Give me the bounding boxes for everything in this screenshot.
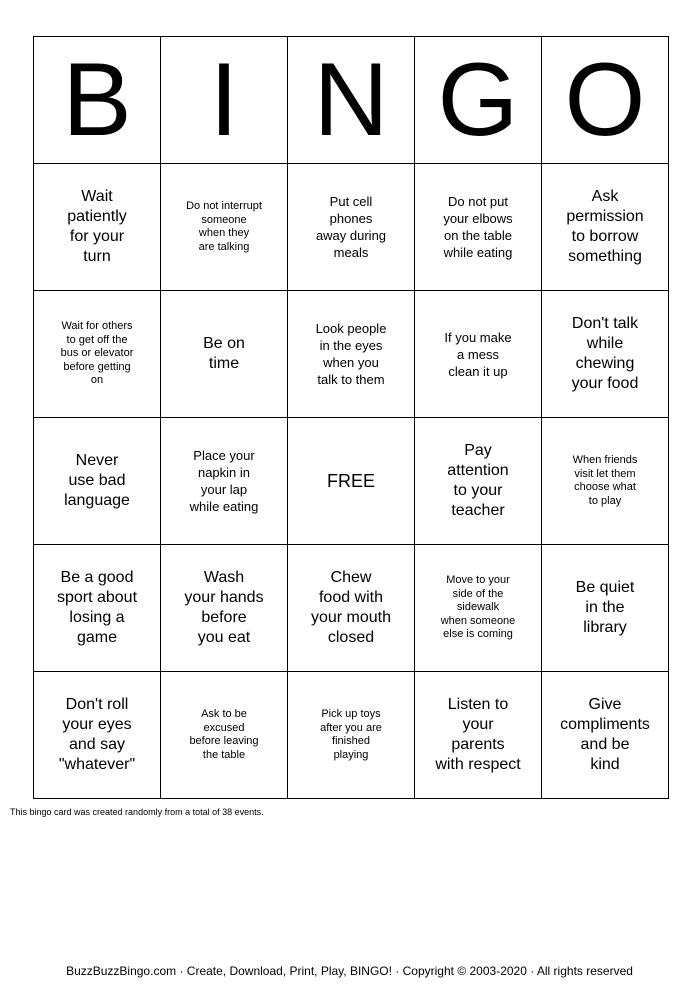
bingo-cell-text: Look people in the eyes when you talk to them (315, 321, 387, 387)
bingo-cell-text: Pay attention to your teacher (447, 442, 509, 519)
bingo-cell (288, 545, 415, 672)
bingo-row (34, 672, 669, 799)
bingo-cell-text: Put cell phones away during meals (315, 194, 387, 260)
bingo-cell-text: Be quiet in the library (575, 579, 635, 636)
bingo-row (34, 545, 669, 672)
bingo-cell (288, 164, 415, 291)
bingo-cell (542, 672, 669, 799)
bingo-cell (415, 418, 542, 545)
bingo-cell-text: Don't roll your eyes and say "whatever" (58, 696, 136, 773)
bingo-cell (542, 291, 669, 418)
bingo-cell (34, 291, 161, 418)
bingo-cell (542, 418, 669, 545)
bingo-cell-text: Wait for others to get off the bus or elevator before getting on (60, 320, 134, 387)
bingo-cell-text: Do not interrupt someone when they are talking (186, 200, 262, 253)
bingo-row (34, 164, 669, 291)
header-letter-i: I (161, 37, 288, 164)
bingo-cell-text: Ask permission to borrow something (566, 188, 644, 265)
card-note: This bingo card was created randomly from a total of 38 events. (10, 807, 264, 817)
bingo-cell-text: Never use bad language (64, 452, 130, 509)
bingo-cell-text: Place your napkin in your lap while eating (189, 448, 259, 514)
bingo-cell-text: Give compliments and be kind (560, 696, 650, 773)
bingo-cell-text: Don't talk while chewing your food (571, 315, 639, 392)
bingo-cell (161, 164, 288, 291)
bingo-cell (288, 672, 415, 799)
bingo-cell (34, 418, 161, 545)
bingo-card-body (34, 37, 669, 799)
bingo-cell-text: Listen to your parents with respect (435, 696, 521, 773)
bingo-cell-text: Wash your hands before you eat (184, 569, 264, 646)
bingo-row (34, 418, 669, 545)
header-row (34, 37, 669, 164)
bingo-row (34, 291, 669, 418)
bingo-cell (542, 164, 669, 291)
bingo-cell (34, 164, 161, 291)
bingo-cell-text: If you make a mess clean it up (444, 329, 512, 379)
bingo-cell-text: Be a good sport about losing a game (56, 569, 138, 646)
bingo-cell (415, 164, 542, 291)
bingo-cell-text: Do not put your elbows on the table while eating (443, 194, 513, 260)
free-space-label: FREE (326, 471, 375, 491)
bingo-cell (415, 545, 542, 672)
bingo-card (33, 36, 669, 799)
bingo-cell (161, 291, 288, 418)
bingo-cell-text: Wait patiently for your turn (67, 188, 127, 265)
bingo-cell (415, 291, 542, 418)
bingo-cell-text: Be on time (203, 335, 245, 372)
header-letter-o: O (542, 37, 669, 164)
bingo-cell (415, 672, 542, 799)
bingo-cell (542, 545, 669, 672)
bingo-cell (34, 545, 161, 672)
bingo-cell-text: When friends visit let them choose what to play (572, 454, 638, 507)
bingo-cell-text: Pick up toys after you are finished playing (320, 708, 382, 761)
page-footer: BuzzBuzzBingo.com · Create, Download, Print, Play, BINGO! · Copyright © 2003-2020 · All rights reserved (66, 964, 633, 978)
header-letter-n: N (288, 37, 415, 164)
bingo-cell (161, 545, 288, 672)
bingo-cell (288, 418, 415, 545)
header-letter-b: B (34, 37, 161, 164)
header-letter-g: G (415, 37, 542, 164)
bingo-cell (161, 418, 288, 545)
bingo-cell-text: Chew food with your mouth closed (310, 569, 392, 646)
bingo-cell (161, 672, 288, 799)
bingo-cell (34, 672, 161, 799)
bingo-cell (288, 291, 415, 418)
bingo-cell-text: Move to your side of the sidewalk when someone else is coming (440, 574, 516, 641)
bingo-cell-text: Ask to be excused before leaving the table (189, 708, 259, 761)
